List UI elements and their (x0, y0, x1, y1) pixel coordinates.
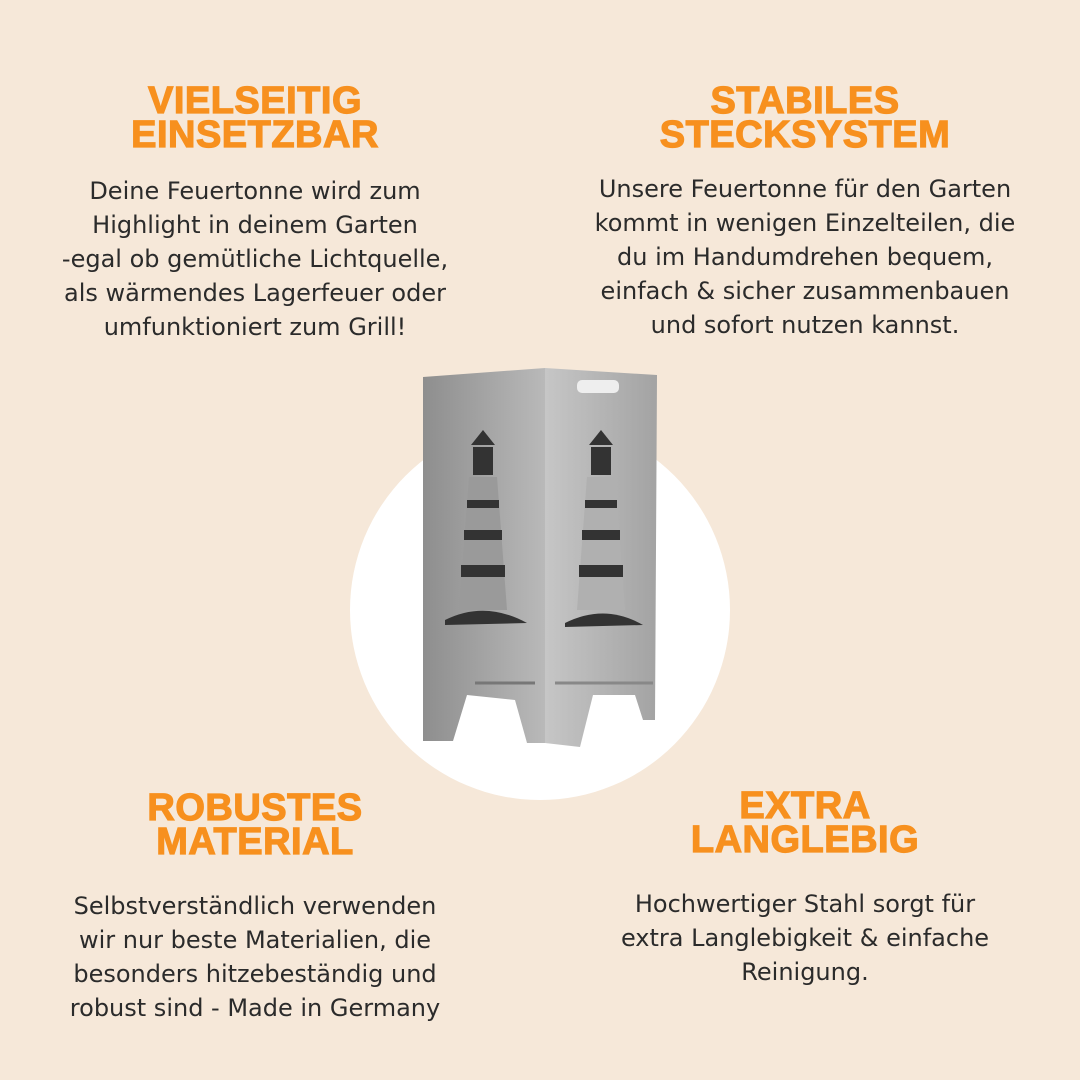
description-line: und sofort nutzen kannst. (650, 311, 960, 339)
heading-line: STECKSYSTEM (659, 114, 951, 156)
description-line: Reinigung. (741, 958, 869, 986)
feature-vielseitig (20, 80, 490, 344)
description-line: Unsere Feuertonne für den Garten (598, 175, 1012, 203)
heading-line: STABILES (710, 80, 900, 122)
feature-heading (20, 80, 490, 156)
feature-description (560, 172, 1050, 342)
feature-heading (570, 785, 1040, 861)
description-line: kommt in wenigen Einzelteilen, die (594, 209, 1016, 237)
description-line: robust sind - Made in Germany (69, 994, 441, 1022)
description-line: du im Handumdrehen bequem, (617, 243, 993, 271)
feature-description (20, 889, 490, 1025)
feature-langlebig (570, 785, 1040, 989)
heading-line: LANGLEBIG (690, 819, 920, 861)
feature-heading (560, 80, 1050, 156)
heading-line: EXTRA (739, 785, 871, 827)
description-line: einfach & sicher zusammenbauen (600, 277, 1010, 305)
description-line: wir nur beste Materialien, die (78, 926, 432, 954)
description-line: extra Langlebigkeit & einfache (620, 924, 990, 952)
feature-description (20, 174, 490, 344)
description-line: Selbstverständlich verwenden (73, 892, 437, 920)
fire-basket-lighthouse-image (415, 365, 665, 750)
description-line: als wärmendes Lagerfeuer oder (64, 279, 446, 307)
heading-line: MATERIAL (156, 821, 354, 863)
feature-material (20, 787, 490, 1025)
heading-line: VIELSEITIG (147, 80, 363, 122)
heading-line: ROBUSTES (147, 787, 363, 829)
description-line: besonders hitzebeständig und (73, 960, 437, 988)
feature-heading (20, 787, 490, 863)
description-line: umfunktioniert zum Grill! (103, 313, 407, 341)
description-line: Hochwertiger Stahl sorgt für (634, 890, 976, 918)
feature-stecksystem (560, 80, 1050, 342)
feature-description (570, 887, 1040, 989)
description-line: Highlight in deinem Garten (92, 211, 418, 239)
heading-line: EINSETZBAR (131, 114, 379, 156)
description-line: Deine Feuertonne wird zum (89, 177, 421, 205)
description-line: -egal ob gemütliche Lichtquelle, (61, 245, 449, 273)
